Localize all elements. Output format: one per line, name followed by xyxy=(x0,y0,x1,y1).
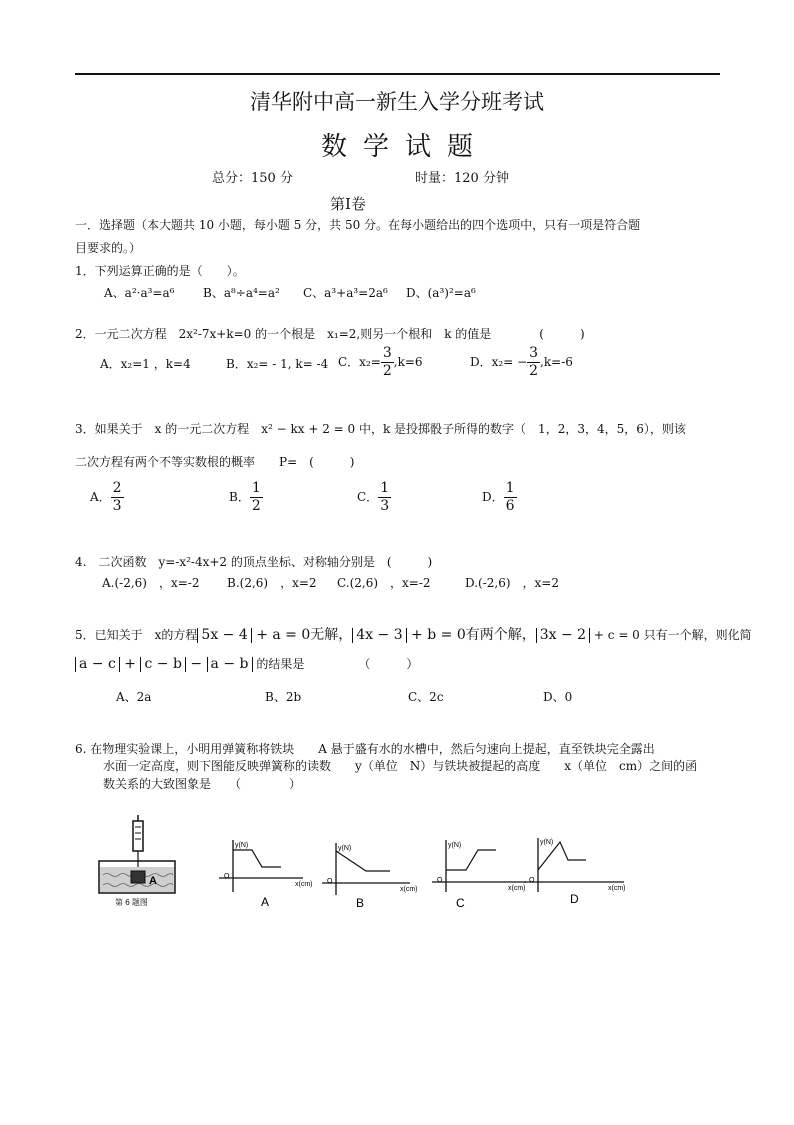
q2-option-c xyxy=(338,345,423,380)
q5-expr-abs-a-b: a − b xyxy=(207,657,253,672)
q2-d-numerator: 3 xyxy=(529,345,539,361)
q1-option-a: A、a²·a³=a⁶ xyxy=(104,286,175,300)
q3-d-numerator: 1 xyxy=(505,480,515,496)
q6-stem-line3: 数关系的大致图象是 （ ） xyxy=(103,777,302,791)
q5-stem-line1 xyxy=(75,624,752,644)
q4-option-b: B.(2,6) ，x=2 xyxy=(227,576,317,590)
q5-part1: + a = 0无解， xyxy=(251,627,353,643)
part1-instruction-line1: 一．选择题（本大题共 10 小题，每小题 5 分，共 50 分。在每小题给出的四个选项中，只有一项是符合题 xyxy=(75,218,641,232)
q6-stem-line2: 水面一定高度，则下图能反映弹簧称的读数 y（单位 N）与铁块被提起的高度 x（单位 cm）之间的函 xyxy=(103,759,698,773)
q3-option-a-label: A． xyxy=(90,490,111,504)
graph-c-origin: O xyxy=(437,877,443,884)
graph-a-label: A xyxy=(261,895,270,909)
q3-c-denominator: 3 xyxy=(380,498,390,514)
q3-option-d-fraction xyxy=(504,480,517,515)
graph-b-label: B xyxy=(356,896,365,910)
q5-expr-abs-c-b: c − b xyxy=(140,657,185,672)
q2-option-d-fraction xyxy=(527,345,540,380)
graph-c-x-label: x(cm) xyxy=(508,885,526,892)
graph-b-line xyxy=(336,851,390,871)
q5-prefix: 5．已知关于 x的方程 xyxy=(75,628,198,642)
graph-b-origin: O xyxy=(327,878,333,885)
q4-option-a: A.(-2,6) ，x=-2 xyxy=(102,576,200,590)
q6-stem-line1: 6. 在物理实验课上，小明用弹簧称将铁块 A 悬于盛有水的水槽中，然后匀速向上提起，直至铁块完全露出 xyxy=(75,742,655,756)
q5-option-a: A、2a xyxy=(116,690,152,704)
q5-part3: + c = 0 只有一个解，则化简 xyxy=(590,628,752,642)
graph-c-y-label: y(N) xyxy=(448,842,462,849)
graph-a-origin: O xyxy=(224,873,230,880)
graph-d-y-label: y(N) xyxy=(540,839,554,846)
spring-scale-body xyxy=(133,821,143,851)
q5-abs-5x-4: 5x − 4 xyxy=(197,628,251,643)
graph-d-label: D xyxy=(570,892,579,906)
q5-abs-4x-3: 4x − 3 xyxy=(352,628,406,643)
q2-option-a: A．x₂=1 ，k=4 xyxy=(100,357,191,371)
q2-option-c-prefix: C．x₂= xyxy=(338,355,381,369)
q2-option-d xyxy=(470,345,573,380)
q5-part2: + b = 0有两个解， xyxy=(406,627,536,643)
q2-option-b: B．x₂= - 1, k= -4 xyxy=(226,357,329,371)
q3-option-c xyxy=(357,480,391,515)
time-limit: 时量：120 分钟 xyxy=(415,171,509,186)
q3-option-b xyxy=(229,480,263,515)
q3-option-d-label: D． xyxy=(482,490,504,504)
graph-a-y-label: y(N) xyxy=(235,842,249,849)
q5-stem-line2 xyxy=(75,655,418,672)
q3-b-numerator: 1 xyxy=(251,480,261,496)
graph-a-line xyxy=(233,850,281,867)
q3-option-b-label: B． xyxy=(229,490,250,504)
q3-option-c-label: C． xyxy=(357,490,379,504)
q3-a-numerator: 2 xyxy=(112,480,122,496)
q5-option-d: D、0 xyxy=(543,690,573,704)
q5-option-b: B、2b xyxy=(265,690,302,704)
q5-abs-3x-2: 3x − 2 xyxy=(536,628,590,643)
section-title: 第Ⅰ卷 xyxy=(330,195,366,213)
figure-caption: 第 6 题图 xyxy=(115,898,148,907)
subject-title: 数学试题 xyxy=(320,132,489,162)
q5-option-c: C、2c xyxy=(408,690,444,704)
q5-expr-suffix: 的结果是 （ ） xyxy=(252,657,419,671)
q4-option-d: D.(-2,6) ，x=2 xyxy=(465,576,559,590)
q5-expr-minus: − xyxy=(185,656,207,672)
q3-a-denominator: 3 xyxy=(112,498,122,514)
total-score: 总分：150 分 xyxy=(212,171,293,186)
graph-d-line xyxy=(538,842,586,870)
q3-option-d xyxy=(482,480,517,515)
q3-d-denominator: 6 xyxy=(505,498,515,514)
graph-d xyxy=(520,830,635,910)
q2-option-d-prefix: D．x₂= − xyxy=(470,355,528,369)
q2-option-d-suffix: ,k=-6 xyxy=(540,355,573,369)
q1-stem: 1．下列运算正确的是（ ）。 xyxy=(75,264,245,278)
q1-option-d: D、(a³)²=a⁶ xyxy=(406,286,476,300)
iron-block-label: A xyxy=(149,875,157,887)
q2-option-c-fraction xyxy=(381,345,394,380)
q3-option-c-fraction xyxy=(378,480,391,515)
q3-c-numerator: 1 xyxy=(380,480,390,496)
q2-c-denominator: 2 xyxy=(382,363,392,379)
q4-option-c: C.(2,6) ，x=-2 xyxy=(337,576,431,590)
graph-b xyxy=(318,833,428,913)
q2-c-numerator: 3 xyxy=(382,345,392,361)
q3-stem-line1: 3．如果关于 x 的一元二次方程 x² − kx + 2 = 0 中，k 是投掷骰子所得的数字（ 1，2，3，4，5，6），则该 xyxy=(75,422,686,436)
q3-stem-line2: 二次方程有两个不等实数根的概率 P= ( ) xyxy=(75,455,355,469)
exam-title: 清华附中高一新生入学分班考试 xyxy=(250,90,544,114)
q5-expr-abs-a-c: a − c xyxy=(75,657,120,672)
graph-b-y-label: y(N) xyxy=(338,845,352,852)
graph-c-label: C xyxy=(456,896,465,910)
spring-scale-figure xyxy=(95,815,185,910)
iron-block xyxy=(131,871,145,883)
graph-d-origin: O xyxy=(529,877,535,884)
graph-b-x-label: x(cm) xyxy=(400,886,418,893)
q3-option-a xyxy=(90,480,124,515)
q4-stem: 4. 二次函数 y=-x²-4x+2 的顶点坐标、对称轴分别是 ( ) xyxy=(75,555,433,569)
q2-d-denominator: 2 xyxy=(529,363,539,379)
graph-c-line xyxy=(446,850,496,870)
q5-expr-plus: + xyxy=(119,656,141,672)
graph-a xyxy=(215,830,315,910)
q2-option-c-suffix: ,k=6 xyxy=(393,355,423,369)
part1-instruction-line2: 目要求的。） xyxy=(75,241,142,255)
q3-b-denominator: 2 xyxy=(251,498,261,514)
q3-option-b-fraction xyxy=(250,480,263,515)
header-rule xyxy=(75,73,720,75)
q1-option-c: C、a³+a³=2a⁶ xyxy=(303,286,388,300)
graph-d-x-label: x(cm) xyxy=(608,885,626,892)
q3-option-a-fraction xyxy=(111,480,124,515)
graph-a-x-label: x(cm) xyxy=(295,881,313,888)
q2-stem: 2．一元二次方程 2x²-7x+k=0 的一个根是 x₁=2,则另一个根和 k 的值是 ( ) xyxy=(75,327,585,341)
q1-option-b: B、a⁸÷a⁴=a² xyxy=(203,286,280,300)
